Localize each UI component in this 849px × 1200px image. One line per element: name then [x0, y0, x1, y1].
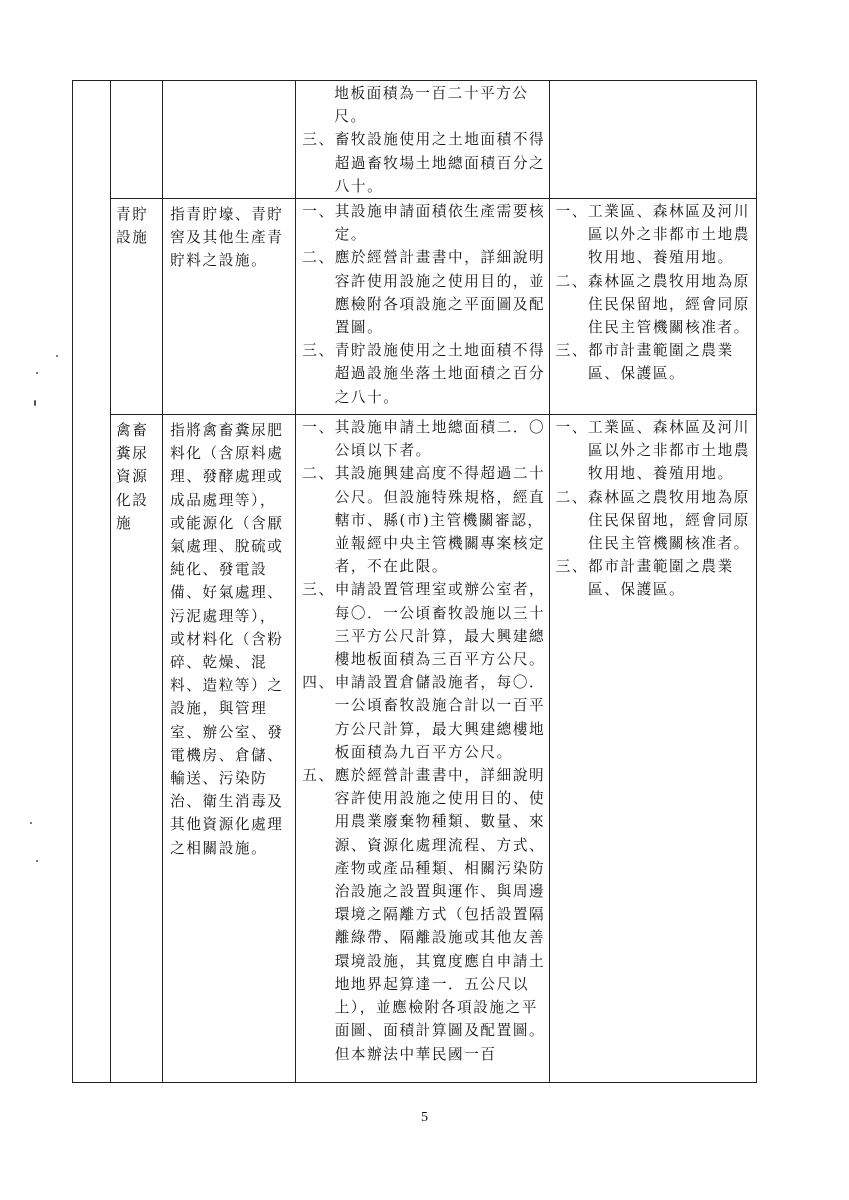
page-number: 5: [421, 1110, 428, 1125]
list-item: 五、 應於經營計畫書中，詳細說明容許使用設施之使用目的、使用農業廢棄物種類、數量、來源、資源化處理流程、方式、產物或產品種類、相關污染防治設施之設置與運作、與周邊環境之隔離方式（包括設置隔離綠帶、隔離設施或其他友善環境設施，其寬度應自申請土地地界起算達一．五公尺以上），並應檢附各項設施之平面圖、面積計算圖及配置圖。但本辦法中華民國一百: [302, 767, 546, 1063]
facility-table: [72, 80, 757, 1083]
category-cell: 青貯設施: [111, 199, 163, 415]
list-item: 三、 青貯設施使用之土地面積不得超過設施坐落土地面積之百分之八十。: [302, 342, 546, 406]
zones-cell: [549, 199, 756, 415]
scan-speck: [36, 372, 38, 374]
list-item: 二、 其設施興建高度不得超過二十公尺。但設施特殊規格，經直轄市、縣(市)主管機關審認，並報經中央主管機關專案核定者，不在此限。: [302, 465, 546, 576]
conditions-list: [296, 199, 548, 409]
list-item: 二、 應於經營計畫書中，詳細說明容許使用設施之使用目的，並應檢附各項設施之平面圖及配置圖。: [302, 249, 546, 337]
conditions-cell: [296, 415, 549, 1083]
conditions-cell: [296, 199, 549, 415]
list-item: 三、 申請設置管理室或辦公室者，每〇．一公頃畜牧設施以三十三平方公尺計算，最大興建總樓地板面積為三百平方公尺。: [302, 581, 546, 669]
zones-list: [550, 199, 756, 386]
scan-speck: [34, 400, 36, 406]
list-item: 三、 都市計畫範圍之農業區、保護區。: [555, 342, 734, 383]
list-item: 三、 都市計畫範圍之農業區、保護區。: [555, 558, 734, 599]
category-cell: [111, 81, 163, 199]
list-item: 一、 其設施申請面積依生產需要核定。: [302, 203, 546, 244]
scan-speck: [30, 822, 32, 824]
scan-speck: [56, 355, 58, 357]
list-item: 二、 森林區之農牧用地為原住民保留地，經會同原住民主管機關核准者。: [555, 272, 750, 337]
outer-category-cell: [73, 81, 111, 1083]
zones-list: [550, 415, 756, 602]
list-item: 四、 申請設置倉儲設施者，每〇．一公頃畜牧設施合計以一百平方公尺計算，最大興建總樓地板面積為九百平方公尺。: [302, 674, 546, 761]
list-item: 一、 工業區、森林區及河川區以外之非都市土地農牧用地、養殖用地。: [555, 203, 750, 267]
description-cell: 指青貯壕、青貯窖及其他生產青貯料之設施。: [163, 199, 296, 415]
description-cell: 指將禽畜糞尿肥料化（含原料處理、發酵處理或成品處理等），或能源化（含厭氣處理、脫硫或純化、發電設備、好氣處理、污泥處理等），或材料化（含粉碎、乾燥、混料、造粒等）之設施，與管理室、辦公室、發電機房、倉儲、輸送、污染防治、衛生消毒及其他資源化處理之相關設施。: [163, 415, 296, 1083]
conditions-list: [296, 415, 548, 1066]
conditions-cell: [296, 81, 549, 199]
list-item: 一、 工業區、森林區及河川區以外之非都市土地農牧用地、養殖用地。: [555, 419, 750, 483]
table-row: [73, 81, 757, 199]
zones-cell: [549, 415, 756, 1083]
scan-speck: [36, 860, 38, 862]
table-row: [73, 415, 757, 1083]
conditions-list: [296, 81, 548, 198]
category-cell: 禽畜糞尿資源化設施: [111, 415, 163, 1083]
description-cell: [163, 81, 296, 199]
list-item: 地板面積為一百二十平方公尺。: [334, 85, 529, 126]
zones-cell: [549, 81, 756, 199]
list-item: 二、 森林區之農牧用地為原住民保留地，經會同原住民主管機關核准者。: [555, 488, 750, 553]
list-item: 三、 畜牧設施使用之土地面積不得超過畜牧場土地總面積百分之八十。: [302, 131, 546, 195]
table-row: [73, 199, 757, 415]
list-item: 一、 其設施申請土地總面積二．〇公頃以下者。: [302, 419, 546, 460]
